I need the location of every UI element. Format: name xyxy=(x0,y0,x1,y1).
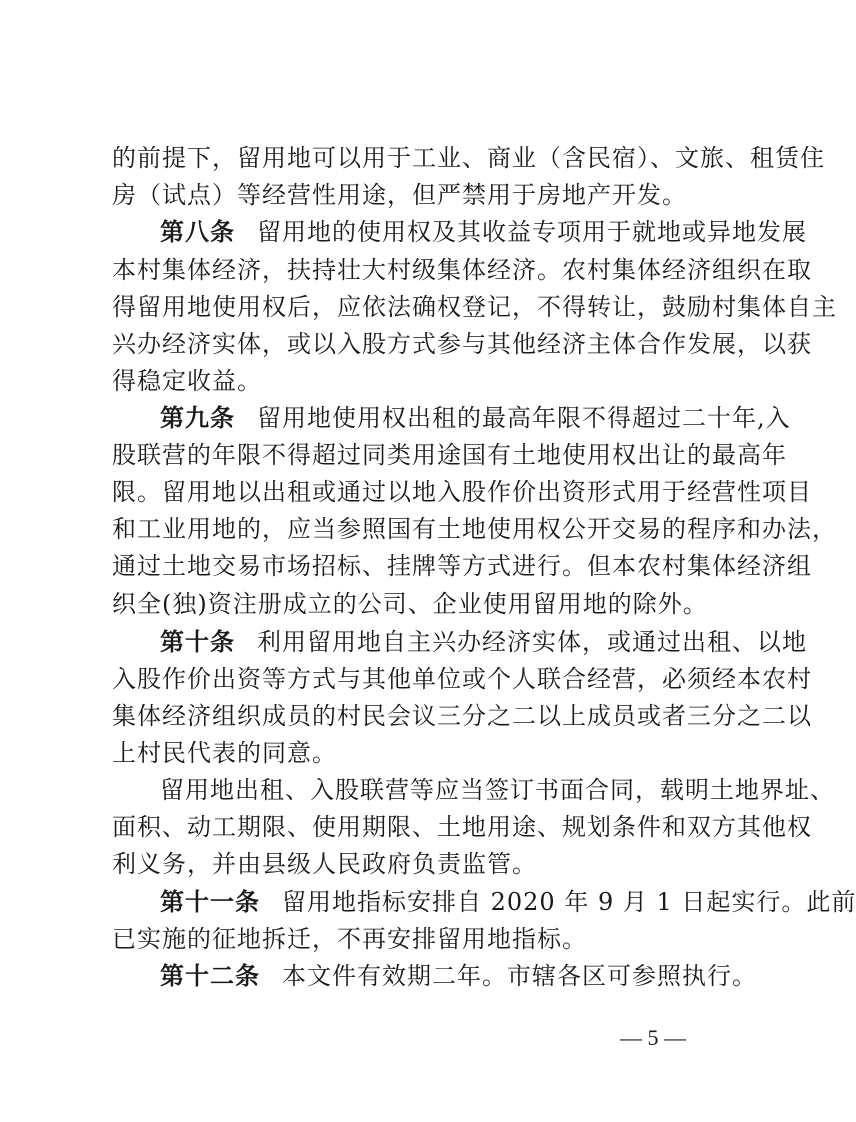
article-8-first-line xyxy=(160,217,807,247)
text-line: 已实施的征地拆迁，不再安排留用地指标。 xyxy=(112,925,587,953)
text-line: 股联营的年限不得超过同类用途国有土地使用权出让的最高年 xyxy=(112,441,787,469)
text-line: 的前提下，留用地可以用于工业、商业（含民宿）、文旅、租赁住 xyxy=(112,144,825,172)
text-line: 得留用地使用权后，应依法确权登记，不得转让，鼓励村集体自主 xyxy=(112,293,837,321)
article-8-text: 留用地的使用权及其收益专项用于就地或异地发展 xyxy=(257,218,807,246)
text-line: 本村集体经济，扶持壮大村级集体经济。农村集体经济组织在取 xyxy=(112,256,812,284)
text-line: 通过土地交易市场招标、挂牌等方式进行。但本农村集体经济组 xyxy=(112,552,812,580)
article-9-title: 第九条 xyxy=(160,404,235,432)
article-12-title: 第十二条 xyxy=(160,962,260,990)
text-line: 得稳定收益。 xyxy=(112,367,262,395)
text-line: 面积、动工期限、使用期限、土地用途、规划条件和双方其他权 xyxy=(112,813,812,841)
text-line: 留用地出租、入股联营等应当签订书面合同，载明土地界址、 xyxy=(160,776,835,804)
article-11-text: 留用地指标安排自 2020 年 9 月 1 日起实行。此前 xyxy=(282,888,856,916)
text-line: 兴办经济实体，或以入股方式参与其他经济主体合作发展，以获 xyxy=(112,330,812,358)
text-line: 集体经济组织成员的村民会议三分之二以上成员或者三分之二以 xyxy=(112,702,812,730)
article-10-title: 第十条 xyxy=(160,628,235,656)
text-line: 上村民代表的同意。 xyxy=(112,739,337,767)
article-11-title: 第十一条 xyxy=(160,888,260,916)
text-line: 织全(独)资注册成立的公司、企业使用留用地的除外。 xyxy=(112,590,708,618)
text-line: 限。留用地以出租或通过以地入股作价出资形式用于经营性项目 xyxy=(112,478,812,506)
text-line: 和工业用地的，应当参照国有土地使用权公开交易的程序和办法， xyxy=(112,515,837,543)
article-9-first-line xyxy=(160,403,791,433)
article-9-text: 留用地使用权出租的最高年限不得超过二十年,入 xyxy=(257,404,791,432)
article-12-text: 本文件有效期二年。市辖各区可参照执行。 xyxy=(282,962,757,990)
article-8-title: 第八条 xyxy=(160,218,235,246)
article-10-first-line xyxy=(160,627,807,657)
text-line: 入股作价出资等方式与其他单位或个人联合经营，必须经本农村 xyxy=(112,665,812,693)
page-number: — 5 — xyxy=(620,1025,686,1050)
article-12-first-line xyxy=(160,961,760,991)
text-line: 利义务，并由县级人民政府负责监管。 xyxy=(112,850,537,878)
article-10-text: 利用留用地自主兴办经济实体，或通过出租、以地 xyxy=(257,628,807,656)
text-line: 房（试点）等经营性用途，但严禁用于房地产开发。 xyxy=(112,181,687,209)
article-11-first-line xyxy=(160,887,856,917)
